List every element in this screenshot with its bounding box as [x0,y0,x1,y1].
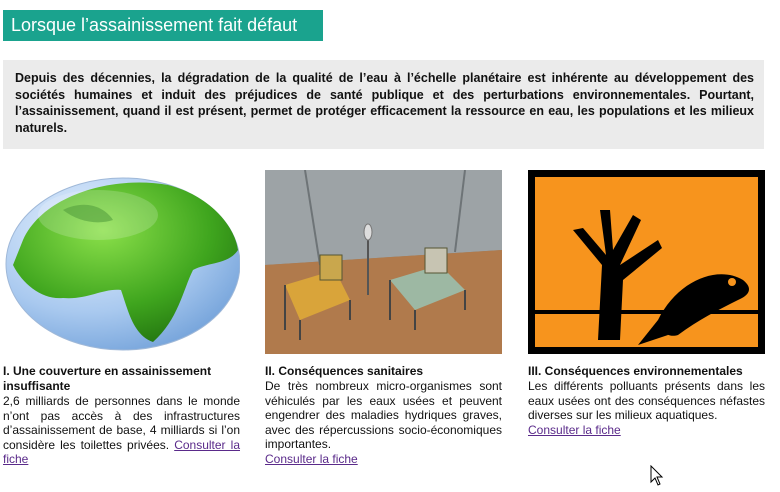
intro-text: Depuis des décennies, la dégradation de la qualité de l’eau à l’échelle planétaire est inhérente au développement des sociétés humaines et induit des préjudices de santé publique et des perturbations environnementales. Pourtant, l’assainissement, quand il est présent, permet de protéger efficacement la ressource en eau, les populations et les milieux naturels. [3,60,764,149]
hospital-beds-icon [265,170,502,354]
section-body: Les différents polluants présents dans les eaux usées ont des conséquences néfastes diverses sur les milieux aquatiques. [528,379,765,422]
globe-icon [3,170,240,354]
mouse-cursor-icon [650,465,664,492]
consulter-fiche-link[interactable]: Consulter la fiche [3,437,240,466]
section-body: 2,6 milliards de personnes dans le monde n’ont pas accès à des infrastructures d’assainissement de base, 4 milliards si l’on considère les toilettes privées. [3,394,240,452]
section-body: De très nombreux micro-organismes sont véhiculés par les eaux usées et peuvent engendrer des maladies hydriques graves, avec des répercussions socio-économiques importantes. [265,379,502,451]
section-heading: III. Conséquences environnementales [528,364,743,378]
section-text [3,394,240,467]
environmental-hazard-icon [528,170,765,354]
section-sanitary [265,170,502,466]
section-text [528,379,765,437]
section-coverage [3,170,240,467]
section-heading: I. Une couverture en assainissement insuffisante [3,364,212,393]
consulter-fiche-link[interactable]: Consulter la fiche [528,422,621,437]
section-environment [528,170,765,437]
page-title: Lorsque l’assainissement fait défaut [3,10,323,41]
consulter-fiche-link[interactable]: Consulter la fiche [265,451,358,466]
section-text [265,379,502,466]
section-heading: II. Conséquences sanitaires [265,364,424,378]
